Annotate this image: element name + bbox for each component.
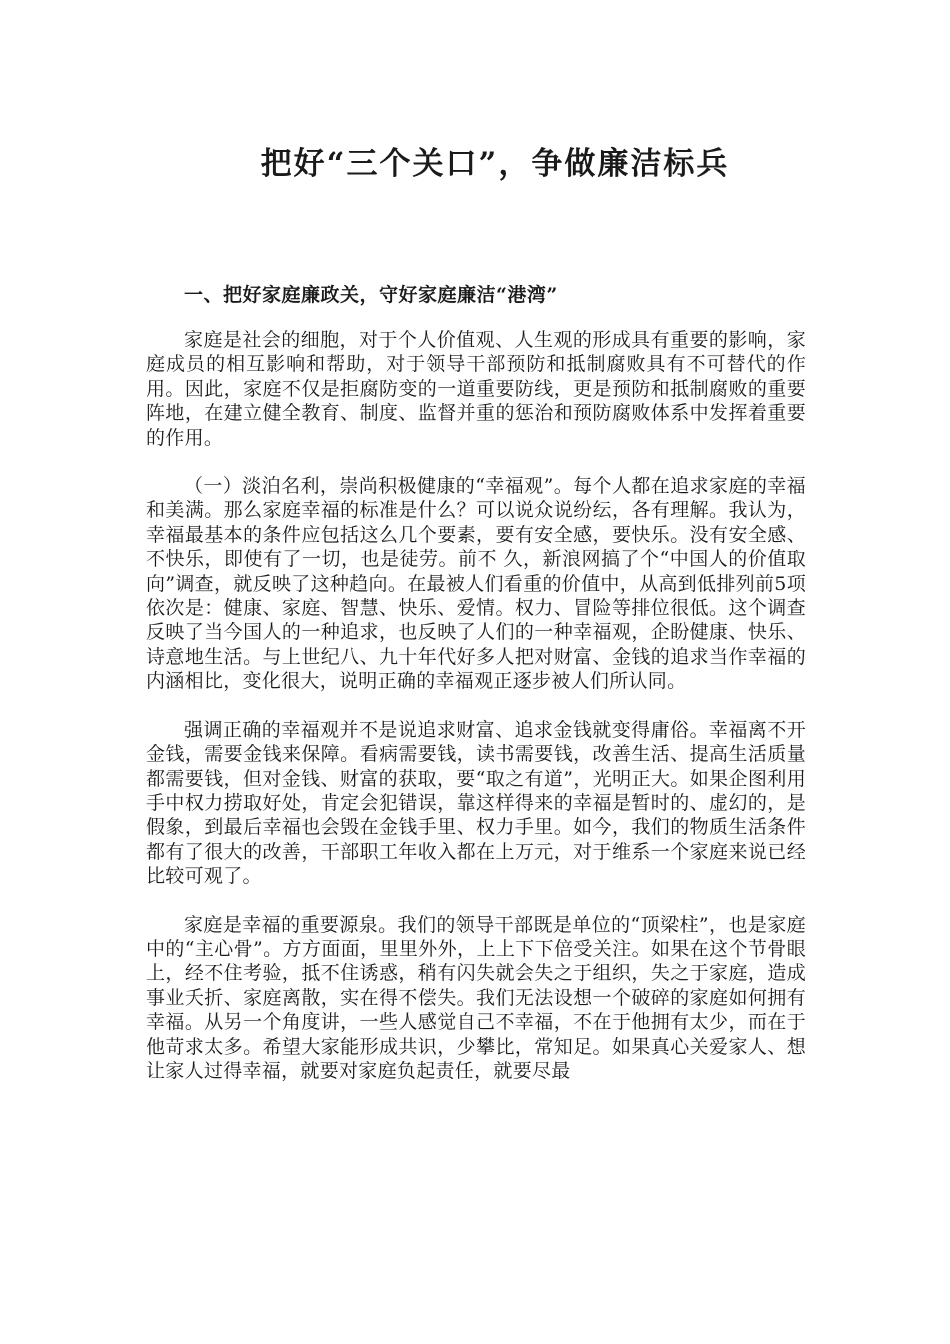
document-body bbox=[146, 328, 806, 1107]
paragraph-4: 家庭是幸福的重要源泉。我们的领导干部既是单位的“顶梁柱”，也是家庭中的“主心骨”。方方面面，里里外外，上上下下倍受关注。如果在这个节骨眼上，经不住考验，抵不住诱惑，稍有闪失就会失之于组织，失之于家庭，造成事业夭折、家庭离散，实在得不偿失。我们无法设想一个破碎的家庭如何拥有幸福。从另一个角度讲，一些人感觉自己不幸福，不在于他拥有太少，而在于他苛求太多。希望大家能形成共识，少攀比，常知足。如果真心关爱家人、想让家人过得幸福，就要对家庭负起责任，就要尽最 bbox=[146, 913, 806, 1082]
section-heading: 一、把好家庭廉政关，守好家庭廉洁“港湾” bbox=[184, 284, 558, 306]
paragraph-3: 强调正确的幸福观并不是说追求财富、追求金钱就变得庸俗。幸福离不开金钱，需要金钱来保障。看病需要钱，读书需要钱，改善生活、提高生活质量都需要钱，但对金钱、财富的获取，要“取之有道”，光明正大。如果企图利用手中权力捞取好处，肯定会犯错误，靠这样得来的幸福是暂时的、虚幻的，是假象，到最后幸福也会毁在金钱手里、权力手里。如今，我们的物质生活条件都有了很大的改善，干部职工年收入都在上万元，对于维系一个家庭来说已经比较可观了。 bbox=[146, 718, 806, 888]
paragraph-2: （一）淡泊名利，崇尚积极健康的“幸福观”。每个人都在追求家庭的幸福和美满。那么家庭幸福的标准是什么？可以说众说纷纭，各有理解。我认为，幸福最基本的条件应包括这么几个要素，要有安全感，要快乐。没有安全感、不快乐，即使有了一切，也是徒劳。前不 久，新浪网搞了个“中国人的价值取向”调查，就反映了这种趋向。在最被人们看重的价值中，从高到低排列前5项依次是：健康、家庭、智慧、快乐、爱情。权力、冒险等排位很低。这个调查反映了当今国人的一种追求，也反映了人们的一种幸福观，企盼健康、快乐、诗意地生活。与上世纪八、九十年代好多人把对财富、金钱的追求当作幸福的内涵相比，变化很大，说明正确的幸福观正逐步被人们所认同。 bbox=[146, 475, 806, 693]
document-title: 把好“三个关口”，争做廉洁标兵 bbox=[260, 146, 730, 182]
paragraph-1: 家庭是社会的细胞，对于个人价值观、人生观的形成具有重要的影响，家庭成员的相互影响和帮助，对于领导干部预防和抵制腐败具有不可替代的作用。因此，家庭不仅是拒腐防变的一道重要防线，更是预防和抵制腐败的重要阵地，在建立健全教育、制度、监督并重的惩治和预防腐败体系中发挥着重要的作用。 bbox=[146, 329, 806, 449]
